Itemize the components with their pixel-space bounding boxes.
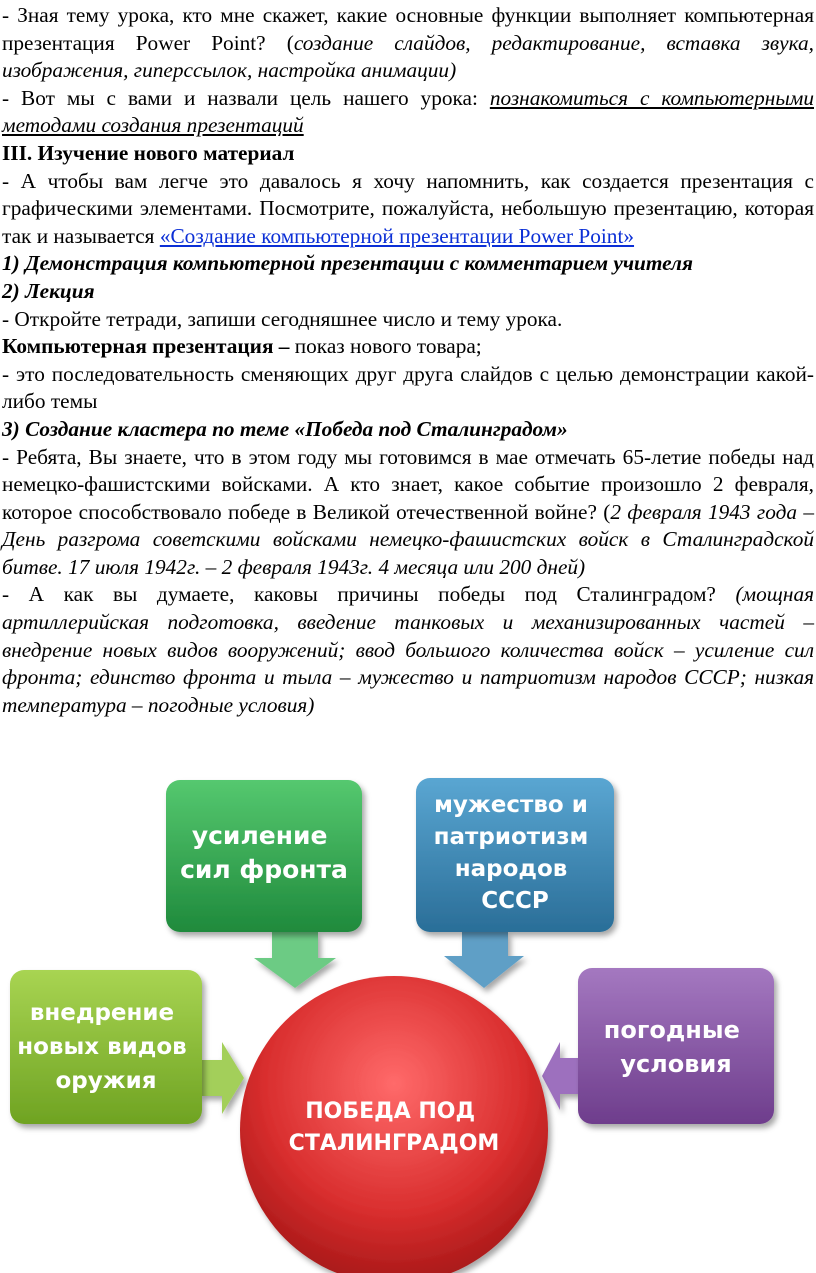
cluster-diagram	[0, 760, 816, 1273]
blue-label: мужество и патриотизм народов СССР	[433, 792, 589, 914]
lime-label: внедрение новых видов оружия	[17, 1000, 187, 1094]
paragraph-goal: - Вот мы с вами и назвали цель нашего урока: познакомиться с компьютерными методами создания презентаций	[2, 85, 814, 138]
arrow-green	[254, 932, 336, 988]
step-1-heading: 1) Демонстрация компьютерной презентации с комментарием учителя	[2, 251, 693, 276]
purple-label: погодные условия	[603, 1016, 740, 1078]
document-body	[2, 2, 814, 719]
green-label: усиление сил фронта	[180, 821, 348, 884]
arrow-blue	[444, 932, 524, 988]
paragraph-sequence: - это последовательность сменяющих друг друга слайдов с целью демонстрации какой-либо темы	[2, 361, 814, 414]
step-2-heading: 2) Лекция	[2, 278, 95, 303]
cluster-svg	[0, 760, 816, 1273]
paragraph-functions: - Зная тему урока, кто мне скажет, какие основные функции выполняет компьютерная презентация Power Point? (создание слайдов, редактирование, вставка звука, изображения, гиперссылок, настройка анимации)	[2, 3, 814, 83]
arrow-purple	[542, 1042, 582, 1110]
center-circle	[240, 976, 548, 1273]
step-3-heading: 3) Создание кластера по теме «Победа под Сталинградом»	[2, 416, 568, 441]
arrow-lime	[200, 1042, 244, 1114]
paragraph-definition: Компьютерная презентация – показ нового товара;	[2, 334, 482, 359]
paragraph-presentation-intro: - А чтобы вам легче это давалось я хочу напомнить, как создается презентация с графическими элементами. Посмотрите, пожалуйста, небольшую презентацию, которая так и называется «Создание компьютерной презентации Power Point»	[2, 168, 814, 248]
section-heading: III. Изучение нового материал	[2, 140, 295, 165]
box-purple	[578, 968, 774, 1124]
paragraph-reasons: - А как вы думаете, каковы причины победы под Сталинградом? (мощная артиллерийская подготовка, введение танковых и механизированных частей – внедрение новых видов вооружений; ввод большого количества войск – усиление сил фронта; единство фронта и тыла – мужество и патриотизм народов СССР; низкая температура – погодные условия)	[2, 582, 814, 717]
center-label: ПОБЕДА ПОД СТАЛИНГРАДОМ	[288, 1099, 500, 1156]
paragraph-anniversary: - Ребята, Вы знаете, что в этом году мы готовимся в мае отмечать 65-летие победы над немецко-фашистскими войсками. А кто знает, какое событие произошло 2 февраля, которое способствовало победе в Великой отечественной войне? (2 февраля 1943 года – День разгрома советскими войсками немецко-фашистских войск в Сталинградской битве. 17 июля 1942г. – 2 февраля 1943г. 4 месяца или 200 дней)	[2, 444, 815, 579]
presentation-link[interactable]: «Создание компьютерной презентации Power Point»	[159, 223, 635, 248]
paragraph-notebooks: - Откройте тетради, запиши сегодняшнее число и тему урока.	[2, 306, 563, 331]
